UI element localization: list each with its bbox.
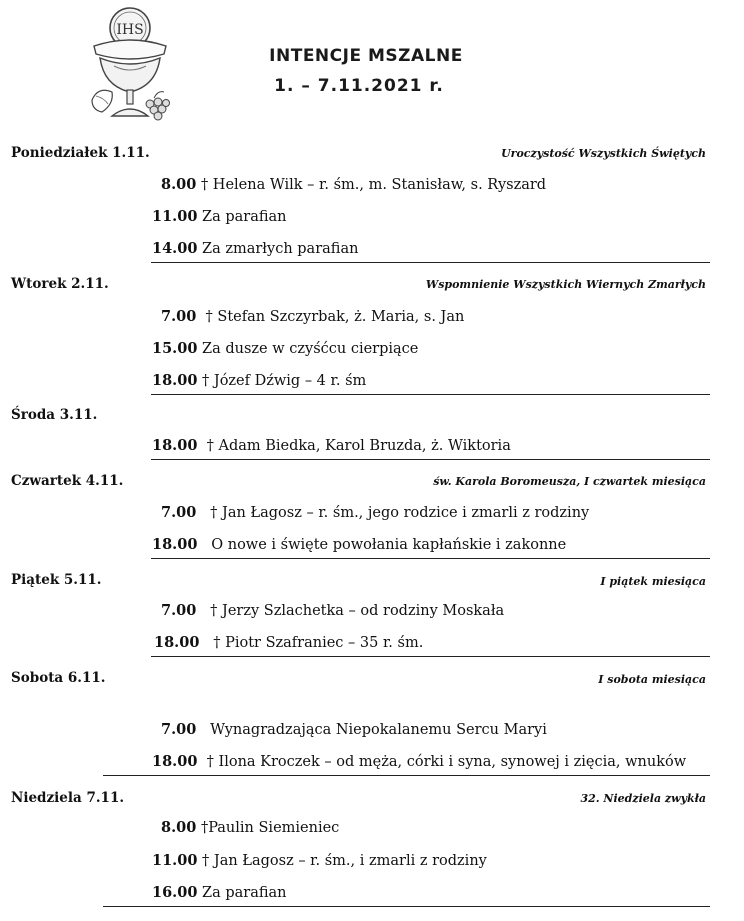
divider: [151, 262, 710, 263]
mass-row: 7.00 † Stefan Szczyrbak, ż. Maria, s. Jan: [161, 308, 465, 325]
feast-label: I piątek miesiąca: [600, 575, 706, 588]
mass-row: 18.00 † Ilona Kroczek – od męża, córki i syna, synowej i zięcia, wnuków: [152, 753, 687, 770]
feast-label: I sobota miesiąca: [598, 673, 706, 686]
divider: [151, 394, 710, 395]
mass-row: 18.00 † Piotr Szafraniec – 35 r. śm.: [154, 634, 424, 651]
day-heading: Piątek 5.11.: [11, 572, 102, 588]
ihs-text: IHS: [116, 22, 144, 38]
day-heading: Środa 3.11.: [11, 407, 98, 423]
mass-row: 18.00 O nowe i święte powołania kapłańskie i zakonne: [152, 536, 567, 553]
divider: [151, 656, 710, 657]
mass-row: 8.00 † Helena Wilk – r. śm., m. Stanisław, s. Ryszard: [161, 176, 547, 193]
mass-row: 7.00 † Jerzy Szlachetka – od rodziny Moskała: [161, 602, 505, 619]
divider: [103, 906, 710, 907]
day-heading: Sobota 6.11.: [11, 670, 106, 686]
mass-row: 15.00 Za dusze w czyśćcu cierpiące: [152, 340, 419, 357]
mass-row: 11.00 † Jan Łagosz – r. śm., i zmarli z rodziny: [152, 852, 487, 869]
mass-row: 7.00 Wynagradzająca Niepokalanemu Sercu Maryi: [161, 721, 547, 738]
date-range: 1. – 7.11.2021 r.: [274, 76, 444, 96]
feast-label: św. Karola Boromeusza, I czwartek miesiąca: [433, 475, 706, 488]
mass-row: 16.00 Za parafian: [152, 884, 287, 901]
mass-row: 18.00 † Józef Dźwig – 4 r. śm: [152, 372, 367, 389]
divider: [151, 459, 710, 460]
day-heading: Poniedziałek 1.11.: [11, 145, 150, 161]
mass-row: 11.00 Za parafian: [152, 208, 287, 225]
mass-row: 14.00 Za zmarłych parafian: [152, 240, 359, 257]
mass-row: 7.00 † Jan Łagosz – r. śm., jego rodzice i zmarli z rodziny: [161, 504, 590, 521]
day-heading: Czwartek 4.11.: [11, 473, 124, 489]
feast-label: 32. Niedziela zwykła: [580, 792, 706, 805]
day-heading: Niedziela 7.11.: [11, 790, 125, 806]
feast-label: Wspomnienie Wszystkich Wiernych Zmarłych: [425, 278, 706, 291]
divider: [151, 558, 710, 559]
feast-label: Uroczystość Wszystkich Świętych: [501, 147, 706, 160]
mass-row: 18.00 † Adam Biedka, Karol Bruzda, ż. Wiktoria: [152, 437, 511, 454]
page-title: INTENCJE MSZALNE: [269, 46, 463, 66]
day-heading: Wtorek 2.11.: [11, 276, 109, 292]
divider: [103, 775, 710, 776]
mass-row: 8.00 †Paulin Siemieniec: [161, 819, 340, 836]
chalice-logo: [84, 4, 176, 128]
